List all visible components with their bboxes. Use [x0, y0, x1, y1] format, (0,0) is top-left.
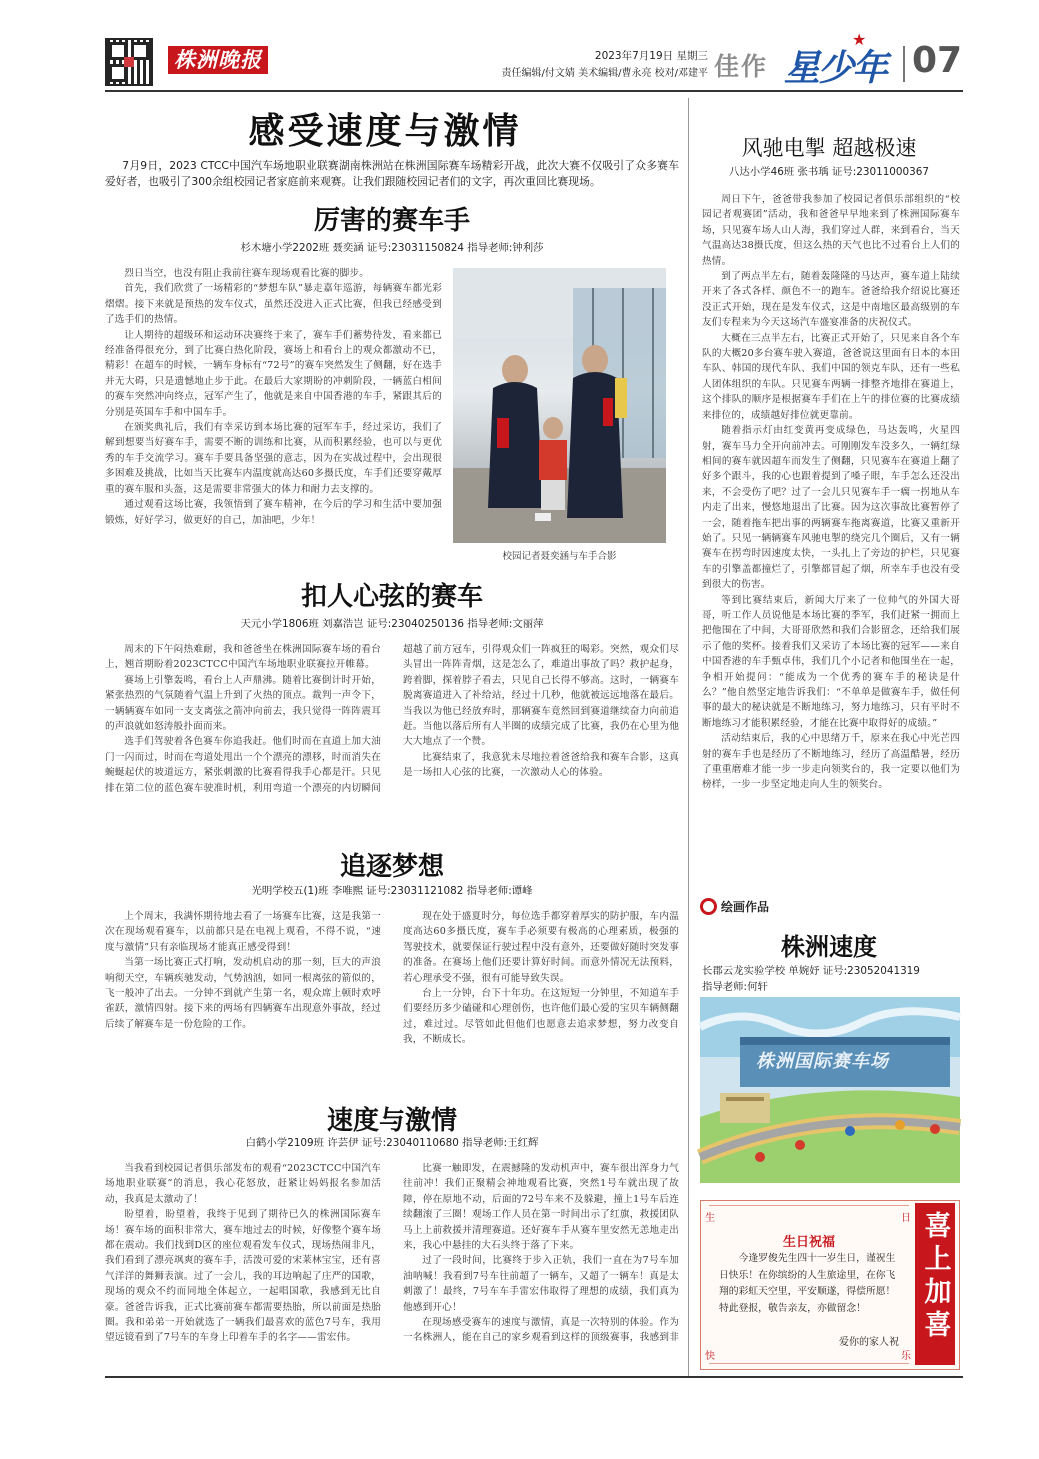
birthday-signature: 爱你的家人祝: [839, 1337, 899, 1348]
article2-title: 扣人心弦的赛车: [300, 582, 483, 612]
paragraph: 通过观看这场比赛，我领悟到了赛车精神，在今后的学习和生活中要加强锻炼，好好学习，做更好的自己，加油吧，少年！: [105, 499, 442, 526]
paragraph: 活动结束后，我的心中思绪万千，原来在我心中光芒四射的赛车手也是经历了不断地练习，经历了高温酷暑，经历了重重磨难才能一步一步走向领奖台的，我一定要以他们为榜样，一步一步坚定地走向人生的领奖台。: [702, 733, 960, 791]
article3-body: [105, 909, 679, 1077]
feature-title: 感受速度与激情: [248, 110, 522, 152]
paragraph: 当我看到校园记者俱乐部发布的观看“2023CTCC中国汽车场地职业联赛”的消息，我心花怒放，赶紧让妈妈报名参加活动，我真是太激动了！: [105, 1163, 381, 1205]
newspaper-logo: 株洲晚报: [168, 46, 268, 74]
article3-title: 追逐梦想: [339, 852, 444, 882]
birthday-border-bottom: [709, 1363, 909, 1364]
paragraph: 当第一场比赛正式打响，发动机启动的那一刻，巨大的声浪响彻天空，车辆疾驰发动，气势汹汹，如同一根离弦的箭似的，飞一般冲了出去。一分钟不到就产生第一名，观众席上顿时欢呼雀跃，激情四射。接下来的两场有四辆赛车出现意外事故，经过后续了解赛车是一份危险的工作。: [105, 957, 381, 1030]
drawing-byline: 长郡云龙实验学校 单婉妤 证号:23052041319: [702, 965, 920, 977]
article1-photo: [453, 268, 666, 543]
article1-title: 厉害的赛车手: [313, 206, 470, 236]
qr-code: [105, 38, 153, 86]
seal-left-bottom: 快: [705, 1351, 715, 1362]
paragraph: 盼望着，盼望着，我终于见到了期待已久的株洲国际赛车场！赛车场的面积非常大，赛车地过去的时候，好像整个赛车场都在震动。我们找到D区的座位观看发车仪式，现场热闹非凡，我们看到了漂亮飒爽的赛车手，活泼可爱的宋莱林宝宝，还有喜气洋洋的舞狮表演。过了一会儿，我的耳边响起了庄严的国歌，现场的观众不约而同地全体起立，一起唱国歌，我感到无比自豪。爸爸告诉我，正式比赛前赛车都需要热胎，所以前面是热胎圈。我和弟弟一开始就选了一辆我们最喜欢的蓝色7号车，我用望远镜看到了7号车的车身上印着车手的名字——雷宏伟。: [105, 1209, 381, 1344]
article1-body: [105, 266, 442, 566]
page-number: 07: [912, 40, 963, 81]
editors-line: 责任编辑/付文婧 美术编辑/曹永亮 校对/邓建平: [501, 68, 708, 79]
paragraph: 等到比赛结束后，新闻大厅来了一位帅气的外国大哥哥，听工作人员说他是本场比赛的季军，我们赶紧一拥而上把他围在了中间，大哥哥欣然和我们合影留念，还给我们展示了他的奖杯。接着我们又采访了本场比赛的冠军——来自中国香港的车手甄卓伟，我们几个小记者和他围坐在一起，争相开始提问：“能成为一个优秀的赛车手的秘诀是什么？”他自然坚定地告诉我们：“不单单是做赛车手，做任何事的最大的秘诀就是不断地练习，努力地练习，只有平时不断地练习才能积累经验，才能在比赛中取得好的成绩。”: [702, 594, 960, 729]
seal-right-top: 日: [901, 1213, 911, 1224]
feature-intro: 7月9日，2023 CTCC中国汽车场地职业联赛湖南株洲站在株洲国际赛车场精彩开战，此次大赛不仅吸引了众多赛车爱好者，也吸引了300余组校园记者家庭前来观赛。让我们跟随校园记者们的文字，再次重回比赛现场。: [105, 159, 679, 188]
birthday-border-top: [709, 1205, 909, 1206]
drawing-image: [700, 997, 960, 1183]
paragraph: 过了一段时间，比赛终于步入正轨，我们一直在为7号车加油呐喊！我看到7号车往前超了一辆车，又超了一辆车！真是太刺激了！最终，7号车车手雷宏伟取得了理想的成绩，我们真为他感到开心！: [403, 1255, 679, 1313]
article1-byline: 杉木塘小学2202班 聂奕涵 证号:23031150824 指导老师:钟利莎: [240, 242, 544, 254]
birthday-message: 今逢罗俊先生四十一岁生日，谨祝生日快乐！在你缤纷的人生旅途里，在你飞翔的彩虹天空里，平安顺遂，得偿所愿！特此登报，敬告亲友，亦做留念！: [719, 1253, 896, 1314]
race-track-drawing: [700, 997, 960, 1183]
section-label: 佳作: [714, 52, 769, 81]
paragraph: 现在处于盛夏时分，每位选手都穿着厚实的防护服，车内温度高达60多摄氏度，赛车手必须要有极高的心理素质，极强的驾驶技术，就要保证行驶过程中没有意外，还要做好随时突发事的准备。在赛场上他们还要计算好时间。而意外情况无法预料，若心理承受不强，很有可能导致失误。: [403, 911, 679, 984]
article2-byline: 天元小学1806班 刘嘉浩岂 证号:23040250136 指导老师:文丽萍: [240, 618, 544, 630]
paragraph: 周日下午，爸爸带我参加了校园记者俱乐部组织的“校园记者观赛团”活动，我和爸爸早早地来到了株洲国际赛车场，只见赛车场人山人海，我们穿过人群，来到看台，当天气温高达38摄氏度，但这么热的天气也比不过看台上人们的热情。: [702, 194, 960, 267]
drawing-sign-text: 株洲国际赛车场: [756, 1051, 889, 1072]
target-icon: [700, 898, 717, 915]
header-rule: [105, 90, 963, 92]
article5-byline: 八达小学46班 张书瑀 证号:23011000367: [729, 166, 929, 178]
drawing-tag: [700, 898, 769, 915]
article3-byline: 光明学校五(1)班 李唯熙 证号:23031121082 指导老师:谭峰: [251, 885, 533, 897]
drawing-teacher: 指导老师:何轩: [702, 981, 768, 993]
paragraph: 随着指示灯由红变黄再变成绿色，马达轰鸣，火星四射，赛车马力全开向前冲去。可刚刚发车没多久，一辆红绿相间的赛车就因超车而发生了侧翻，只见赛车在赛道上翻了好多个跟斗，我的心也跟着提到了嗓子眼，车手怎么还没出来，不会受伤了吧？过了一会儿只见赛车手一瘸一拐地从车内走了出来，慢悠地退出了比赛。因为这次事故比赛暂停了一会，随着拖车把出事的两辆赛车拖离赛道，比赛又重新开始了。只见一辆辆赛车风驰电掣的绕完几个圈后，又有一辆赛车在拐弯时因速度太快，一头扎上了旁边的护栏，只见赛车的引擎盖都撞烂了，引擎都冒起了烟，所幸车手也没有受到很大的伤害。: [702, 425, 960, 591]
seal-left-top: 生: [705, 1213, 715, 1224]
article1-photo-caption: 校园记者聂奕涵与车手合影: [502, 551, 617, 562]
article5-body: [702, 192, 960, 880]
article4-byline: 白鹤小学2109班 许芸伊 证号:23040110680 指导老师:王红辉: [245, 1137, 539, 1149]
column-divider: [688, 98, 689, 1378]
star-icon: ★: [852, 30, 867, 49]
paragraph: 选手们驾驶着各色赛车你追我赶。他们时而在直道上加大油门一闪而过，时而在弯道处甩出一个个漂亮的漂移，时而消失在蜿蜒起伏的坡道远方，紧张刺激的比赛看得我手心都是汗。只见排在第二位的蓝色赛车驶准时机，利用弯道一个漂亮的内切瞬间超越了前方冠车，引得观众们一阵疯狂的喝彩。突然，观众们尽头冒出一阵阵青烟，这是怎么了，难道出事故了吗？救护起身，跨着脚，探着脖子看去，只见自己长得不够高。这时，一辆赛车脱离赛道进入了补给站，经过十几秒，他就被远远地落在最后。当我以为他已经放弃时，那辆赛车竟然回到赛道继续奋力向前追赶。当他以落后所有人半圈的成绩完成了比赛，我仍在心里为他大大地点了一个赞。: [105, 644, 679, 794]
photo-illustration: [453, 268, 666, 543]
article5-title: 风驰电掣 超越极速: [741, 136, 917, 160]
drawing-title: 株洲速度: [781, 932, 877, 961]
article2-body: [105, 642, 679, 840]
birthday-vertical-text: 喜上加喜: [919, 1211, 951, 1343]
paragraph: 到了两点半左右，随着轰隆隆的马达声，赛车道上陆续开来了各式各样、颜色不一的跑车。爸爸给我介绍说比赛还没正式开始，现在是发车仪式，这是中南地区最高级别的车友们专程来为今天这场汽车盛宴准备的庆祝仪式。: [702, 271, 960, 329]
paragraph: 周末的下午闷热难耐，我和爸爸坐在株洲国际赛车场的看台上，翘首期盼着2023CTCC中国汽车场地职业联赛拉开帷幕。: [105, 644, 381, 671]
footer-rule: [105, 1376, 963, 1378]
drawing-tag-label: 绘画作品: [721, 900, 770, 914]
header-divider: [903, 46, 905, 82]
paragraph: 台上一分钟，台下十年功。在这短短一分钟里，不知道车手们要经历多少磕碰和心理创伤，也许他们最心爱的宝贝车辆侧翻过，难过过。尽管如此但他们也愿意去追求梦想，努力改变自我，不断成长。: [403, 988, 679, 1046]
paragraph: 在颁奖典礼后，我们有幸采访到本场比赛的冠军车手，经过采访，我们了解到想要当好赛车手，需要不断的训练和比赛，从而积累经验，也可以与更优秀的车手交流学习。赛车手要具备坚强的意志，因为在实战过程中，会出现很多困难及挑战，比如当天比赛车内温度就高达60多摄氏度，车手们还要穿戴厚重的赛车服和头盔，这是需要非常强大的体力和耐力去支撑的。: [105, 422, 442, 495]
paragraph: 上个周末，我满怀期待地去看了一场赛车比赛，这是我第一次在现场观看赛车，以前都只是在电视上观看，不得不说，“速度与激情”只有亲临现场才能真正感受得到！: [105, 911, 381, 953]
birthday-banner: [915, 1203, 955, 1365]
paragraph: 烈日当空，也没有阻止我前往赛车现场观看比赛的脚步。: [124, 268, 370, 279]
paragraph: 赛场上引擎轰鸣，看台上人声鼎沸。随着比赛倒计时开始，紧张热烈的气氛随着气温上升到了火热的顶点。裁判一声令下，一辆辆赛车如同一支支离弦之箭冲向前去，我只觉得一阵阵震耳的声浪就如怒涛般扑面而来。: [105, 674, 381, 733]
column-logo: 星少年: [784, 48, 887, 89]
paragraph: 大概在三点半左右，比赛正式开始了，只见来自各个车队的大概20多台赛车驶入赛道，爸爸说这里面有日本的本田车队、韩国的现代车队、我们中国的领克车队，还有一些私人团体组织的车队。只见赛车两辆一排整齐地排在赛道上，这个排队的顺序是根据赛车手们在上午的排位赛的比赛成绩来排位的，成绩越好排位就更靠前。: [702, 332, 960, 421]
date-line: 2023年7月19日 星期三: [594, 50, 708, 62]
paragraph: 在现场感受赛车的速度与激情，真是一次特别的体验。作为一名株洲人，能在自己的家乡观看到这样的顶级赛事，我感到非: [403, 1317, 679, 1344]
paragraph: 让人期待的超级环和运动环决赛终于来了，赛车手们蓄势待发，看来都已经准备得很充分，到了比赛白热化阶段，赛场上和看台上的观众都激动不已，精彩！在超车的时候，一辆车身标有“72号”的赛车突然发生了侧翻，好在选手并无大碍，只是遗憾地止步于此。在最后大家期盼的冲刺阶段，一辆蓝白相间的赛车突然冲向终点，冠军产生了，他就是来自中国香港的车手，紧跟其后的分别是英国车手和中国车手。: [105, 329, 442, 418]
article4-body: [105, 1161, 679, 1361]
birthday-card: [700, 1200, 960, 1370]
paragraph: 比赛结束了，我意犹未尽地拉着爸爸给我和赛车合影，这真是一场扣人心弦的比赛，一次激动人心的体验。: [403, 751, 679, 779]
paragraph: 比赛一触即发，在震撼隆的发动机声中，赛车很出浑身力气往前冲！我们正聚精会神地观看比赛，突然1号车就出现了故障，停在原地不动，后面的72号车来不及躲避，撞上1号车后连续翻滚了三圈！观场工作人员在第一时间出示了红旗，救援团队马上上前救援并清理赛道。还好赛车手从赛车里安然无恙地走出来，我心中悬挂的大石头终于落了下来。: [403, 1163, 679, 1252]
article4-title: 速度与激情: [326, 1106, 457, 1136]
seal-right-bottom: 乐: [901, 1351, 911, 1362]
birthday-title: 生日祝福: [782, 1235, 835, 1250]
paragraph: 首先，我们欣赏了一场精彩的“梦想车队”暴走嘉年巡游，每辆赛车都光彩熠熠。接下来就是预热的发车仪式，虽然还没进入正式比赛，但我已经感受到了选手们的热情。: [105, 283, 442, 326]
